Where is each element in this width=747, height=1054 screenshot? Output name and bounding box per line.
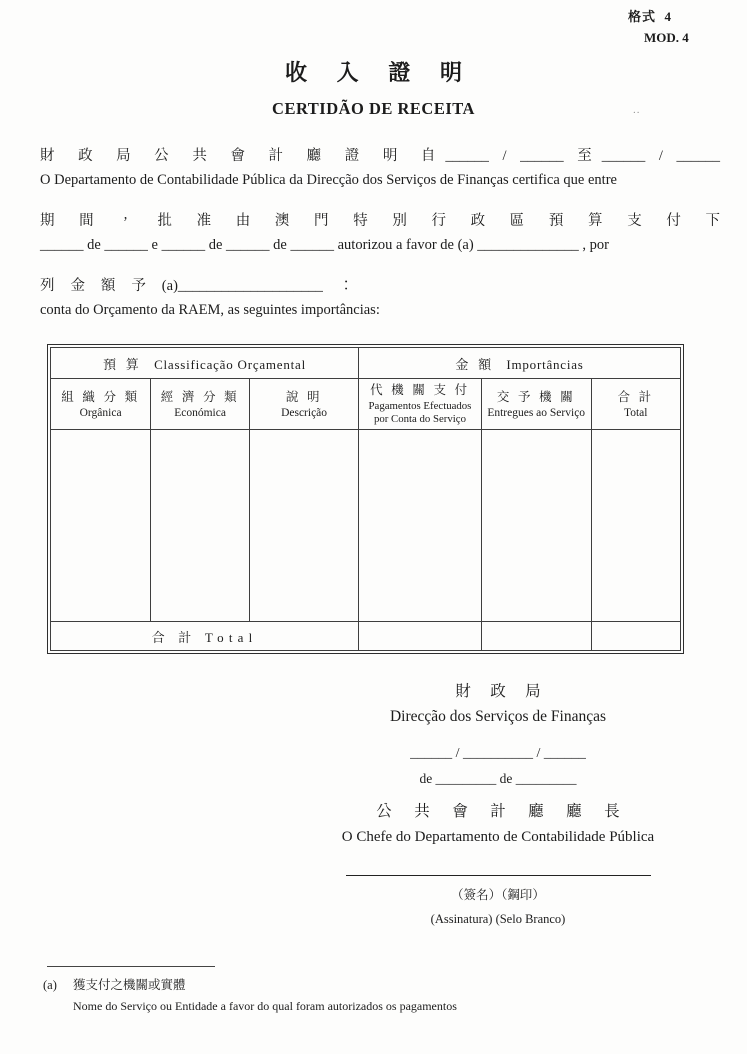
signature-block (283, 682, 713, 927)
col-header-economica: 經 濟 分 類 Económica (151, 379, 250, 430)
chief-title-pt: O Chefe do Departamento de Contabilidade Pública (341, 829, 655, 845)
form-code (628, 6, 689, 46)
form-code-pt: MOD. 4 (644, 30, 689, 45)
intro-line-zh-2: 期 間 ， 批 准 由 澳 門 特 別 行 政 區 預 算 支 付 下 (40, 213, 720, 229)
table-empty-body-row (51, 430, 681, 622)
group-header-amounts-zh: 金 額 (455, 356, 495, 372)
cell-entregues (481, 430, 591, 622)
total-cell-total (591, 622, 681, 651)
group-header-amounts (359, 348, 681, 379)
cell-pagamentos (359, 430, 482, 622)
amounts-table (47, 344, 684, 654)
footnote-text-pt: Nome do Serviço ou Entidade a favor do qual foram autorizados os pagamentos (73, 999, 457, 1013)
signature-caption-pt: (Assinatura) (Selo Branco) (430, 912, 566, 926)
cell-economica (151, 430, 250, 622)
total-cell-pagamentos (359, 622, 482, 651)
department-name-zh: 財 政 局 (455, 683, 549, 700)
col-header-entregues-ao-servico: 交 予 機 關 Entregues ao Serviço (481, 379, 591, 430)
cell-total (591, 430, 681, 622)
col-header-descricao: 說 明 Descrição (250, 379, 359, 430)
total-row-label: 合 計 Total (51, 622, 359, 651)
footnote-separator (47, 966, 215, 967)
intro-line-zh-1: 財 政 局 公 共 會 計 廳 證 明 自______ / ______ 至______ / ______ (40, 148, 720, 164)
intro-line-pt-2: ______ de ______ e ______ de ______ de ______ autorizou a favor de (a) ______________ , por (40, 237, 610, 253)
group-header-amounts-pt: Importâncias (506, 356, 584, 372)
cell-organica (51, 430, 151, 622)
form-title-zh: 收 入 證 明 (284, 60, 475, 85)
chief-title-zh: 公 共 會 計 廳 廳 長 (376, 803, 629, 820)
footnote (43, 966, 703, 1014)
col-header-pagamentos-efectuados: 代 機 關 支 付 Pagamentos Efectuados por Conta do Serviço (359, 379, 482, 430)
col-header-organica: 組 織 分 類 Orgânica (51, 379, 151, 430)
table-total-row (51, 622, 681, 651)
group-header-budget-zh: 預 算 (103, 356, 143, 372)
group-header-budget-pt: Classificação Orçamental (154, 356, 306, 372)
signature-date-line-1: ______ / __________ / ______ (410, 746, 586, 761)
intro-line-zh-3: 列 金 額 予 (a)____________________ ： (40, 278, 354, 294)
signature-line (346, 875, 651, 876)
intro-line-pt-3: conta do Orçamento da RAEM, as seguintes importâncias: (40, 302, 380, 318)
group-header-budget-classification (51, 348, 359, 379)
intro-line-pt-1: O Departamento de Contabilidade Pública da Direcção dos Serviços de Finanças certifica que entre (40, 172, 617, 188)
cell-descricao (250, 430, 359, 622)
form-code-zh: 格式 4 (628, 9, 673, 24)
signature-date-line-2: de _________ de _________ (419, 771, 577, 786)
footnote-marker: (a) (43, 978, 57, 992)
footnote-text-zh: 獲支付之機關或實體 (73, 978, 186, 992)
intro-paragraph (40, 144, 720, 322)
scan-artifact: .. (633, 104, 641, 116)
footnote-line-zh (43, 977, 703, 993)
col-header-total: 合 計 Total (591, 379, 681, 430)
form-title-pt: CERTIDÃO DE RECEITA (272, 99, 475, 118)
total-cell-entregues (481, 622, 591, 651)
department-name-pt: Direcção dos Serviços de Finanças (389, 708, 607, 725)
signature-caption-zh: （簽名）（鋼印） (451, 888, 545, 902)
